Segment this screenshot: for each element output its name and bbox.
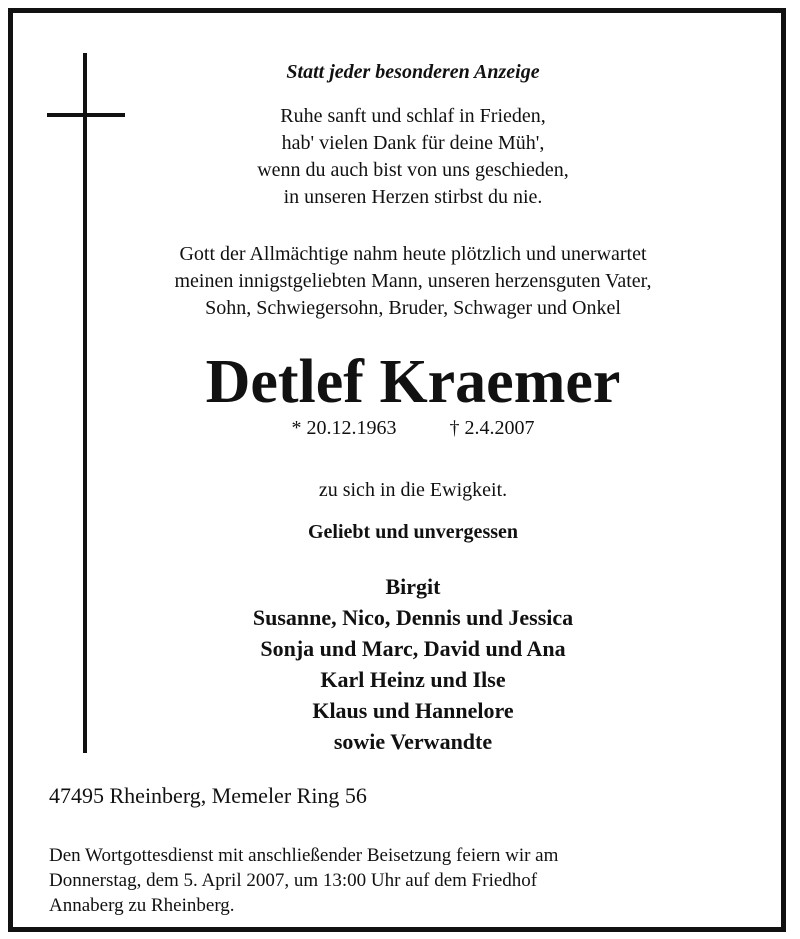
intro-line: meinen innigstgeliebten Mann, unseren herzensguten Vater,	[174, 270, 652, 292]
service-line: Annaberg zu Rheinberg.	[49, 895, 235, 916]
intro-line: Gott der Allmächtige nahm heute plötzlich und unerwartet	[179, 243, 647, 265]
poem-line: in unseren Herzen stirbst du nie.	[283, 186, 543, 208]
mourner-line: Susanne, Nico, Dennis und Jessica	[252, 605, 574, 630]
birth-date: * 20.12.1963	[291, 417, 397, 439]
mourner-line: Sonja und Marc, David und Ana	[260, 636, 566, 661]
mourners-list	[113, 571, 713, 757]
mourner-line: Birgit	[385, 574, 441, 599]
mourner-line: sowie Verwandte	[333, 729, 493, 754]
headline: Statt jeder besonderen Anzeige	[286, 61, 540, 83]
poem	[113, 103, 713, 211]
deceased-name: Detlef Kraemer	[205, 348, 621, 416]
intro-line: Sohn, Schwiegersohn, Bruder, Schwager und Onkel	[205, 297, 621, 319]
poem-line: hab' vielen Dank für deine Müh',	[281, 132, 545, 154]
mourner-line: Karl Heinz und Ilse	[320, 667, 506, 692]
life-dates	[113, 417, 713, 440]
intro-text	[113, 241, 713, 322]
motto: Geliebt und unvergessen	[307, 521, 519, 543]
obituary-frame	[8, 8, 786, 932]
service-notice	[49, 843, 749, 918]
death-date: † 2.4.2007	[449, 417, 535, 439]
address: 47495 Rheinberg, Memeler Ring 56	[49, 783, 367, 808]
poem-line: Ruhe sanft und schlaf in Frieden,	[280, 105, 546, 127]
mourner-line: Klaus und Hannelore	[312, 698, 514, 723]
service-line: Den Wortgottesdienst mit anschließender Beisetzung feiern wir am	[49, 845, 559, 866]
cross-vertical-bar	[83, 53, 87, 753]
service-line: Donnerstag, dem 5. April 2007, um 13:00 Uhr auf dem Friedhof	[49, 870, 538, 891]
closing-line: zu sich in die Ewigkeit.	[318, 479, 508, 501]
poem-line: wenn du auch bist von uns geschieden,	[257, 159, 569, 181]
